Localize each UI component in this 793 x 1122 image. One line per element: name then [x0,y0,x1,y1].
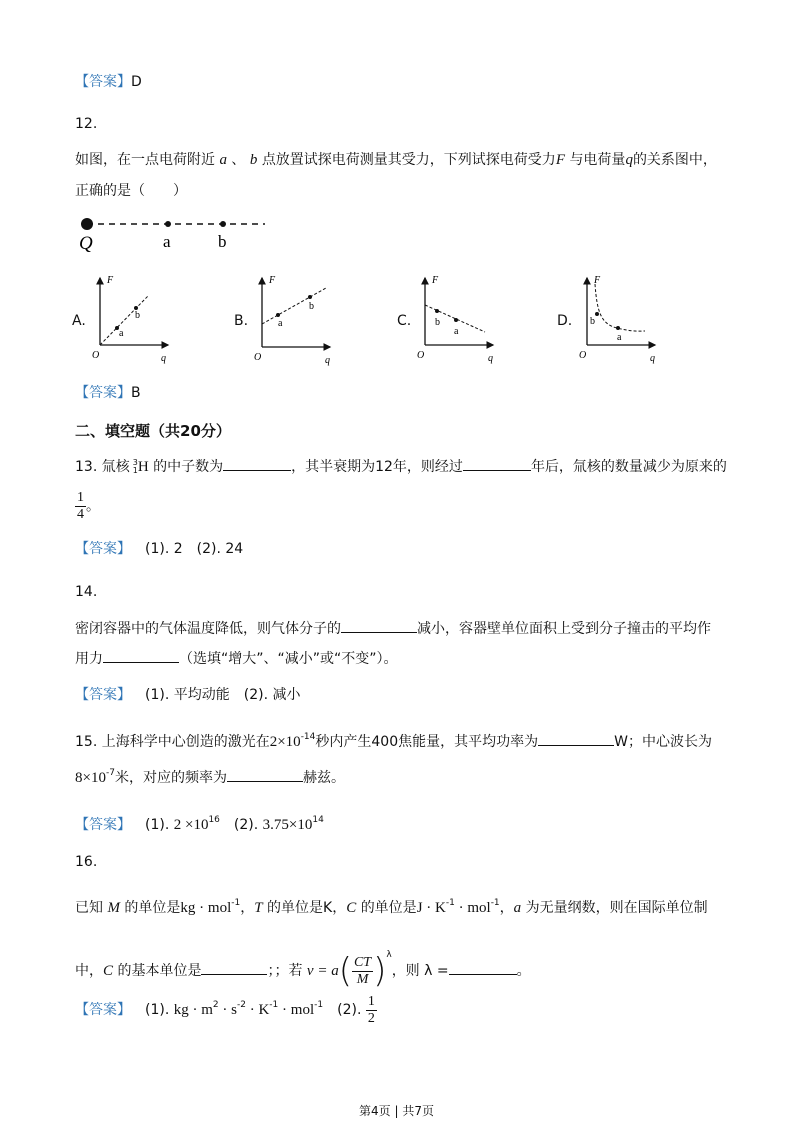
label-a: a [163,232,171,251]
denominator: 2 [367,1010,375,1026]
q16-text [75,893,708,918]
unit: · s [218,1002,237,1018]
time-value: 2×10 [269,734,301,750]
q14-number: 14. [75,584,98,600]
denominator: M [356,971,369,987]
page-footer: 第4页 | 共7页 [359,1104,434,1118]
point-a: a [454,326,459,337]
q12-text [75,150,717,170]
formula-fraction [352,955,373,988]
text: 的单位是 [124,900,181,916]
q11-answer [75,72,142,92]
point-a: a [119,328,124,339]
blank-1[interactable] [201,960,267,975]
text: 与电荷量 [569,152,626,168]
answer-1-label: (1). [145,1002,170,1018]
exponent: -1 [445,898,455,908]
option-b-graph [250,272,350,367]
blank-1[interactable] [223,456,291,471]
q12-answer [75,383,141,403]
wavelength-value: 8×10 [75,770,106,786]
exponent: 2 [212,1000,219,1010]
unit: · mol [454,900,491,916]
text: 已知 [75,900,103,916]
var-a: a [219,152,227,168]
blank-2[interactable] [103,648,179,663]
var-q: q [625,152,633,168]
unit: · K [245,1002,270,1018]
unit: kg · m [173,1002,213,1018]
q16-number: 16. [75,854,98,870]
point-b: b [135,310,140,321]
q13-fraction [75,490,100,523]
q12-number: 12. [75,116,98,132]
axis-q: q [650,353,655,364]
paren: ) [373,951,387,991]
q16-text-line2: 中，C 的基本单位是 ；；若 v = a( $\frac{CT}{M}$ )$^\lambda$，则 λ = 。 [75,950,531,991]
answer-label: 【答案】 [75,817,131,833]
axis-F: F [107,275,114,286]
text: 为无量纲数，则在国际单位制 [525,900,708,916]
paren: ( [338,951,352,991]
label-Q: Q [79,233,93,254]
blank-2[interactable] [449,960,517,975]
answer-label: 【答案】 [75,541,131,557]
exponent-lambda: λ [386,950,392,960]
text: 密闭容器中的气体温度降低，则气体分子的 [75,621,341,637]
var-T: T [254,900,263,916]
text: ， [499,900,514,916]
exponent: -2 [236,1000,246,1010]
q13-answer [75,539,243,559]
numerator: 1 [77,490,84,505]
formula-lhs: v = a [306,963,339,979]
text: 如图，在一点电荷附近 [75,152,215,168]
text: 点放置试探电荷测量其受力，下列试探电荷受力 [261,152,556,168]
answer-2: (2). 24 [196,541,244,557]
exponent: 16 [208,815,220,825]
axis-q: q [488,353,493,364]
option-d-label: D. [557,313,573,329]
var-b: b [249,152,258,168]
q15-answer [75,810,324,835]
q14-answer [75,685,300,705]
text: 15. 上海科学中心创造的激光在 [75,734,270,750]
axis-q: q [325,355,330,366]
text: 赫兹。 [302,770,345,786]
point-b-dot [220,221,226,227]
fraction-one-quarter [75,490,86,523]
var-C: C [346,900,357,916]
exponent: -1 [490,898,500,908]
option-c-label: C. [397,313,412,329]
charge-Q-dot [81,218,93,230]
var-a: a [513,900,522,916]
answer-2-label: (2). [337,1002,362,1018]
exponent: -7 [105,768,115,778]
blank-2[interactable] [227,767,303,782]
axis-F: F [269,275,276,286]
answer-value: B [131,385,141,401]
exponent: -14 [300,732,316,742]
answer-1: (1). 2 [145,541,183,557]
blank-2[interactable] [463,456,531,471]
q16-answer [75,990,377,1027]
text: 米，对应的频率为 [114,770,227,786]
answer-2-label: (2). [233,817,259,833]
unit: kg · mol [180,900,232,916]
q13-text [75,456,727,477]
origin-O: O [254,352,262,363]
answer-2: (2). 减小 [243,687,301,703]
text: 年后，氚核的数量减少为原来的 [530,459,727,475]
section-title: 二、填空题（共20分） [75,422,231,440]
text: 。 [86,498,100,515]
label-b: b [218,232,227,251]
answer-2: 3.75×10 [262,817,313,833]
text: ，则 λ = [391,963,449,979]
origin-O: O [417,350,425,361]
answer-label: 【答案】 [75,1002,131,1018]
q14-text-line2 [75,648,398,669]
answer-label: 【答案】 [75,687,131,703]
q15-text [75,727,712,752]
option-a-label: A. [72,313,86,329]
text: 的单位是K， [267,900,347,916]
exponent: 14 [312,815,324,825]
blank-1[interactable] [538,731,614,746]
text: 的中子数为 [153,459,224,475]
text: 13. 氚核 [75,459,130,475]
unit: J · K [416,900,446,916]
axis-F: F [594,275,601,286]
q14-text [75,618,711,639]
option-b-label: B. [234,313,249,329]
var-C: C [103,963,114,979]
nuclide-symbol: H [137,459,149,475]
text: 、 [231,152,246,168]
exponent: -1 [314,1000,324,1010]
blank-1[interactable] [341,618,417,633]
point-a-dot [165,221,171,227]
point-b: b [590,316,595,327]
answer-1: (1). 平均动能 [145,687,230,703]
var-F: F [555,152,565,168]
point-a: a [278,318,283,329]
text: 的关系图中， [632,152,717,168]
option-a-graph [88,272,188,367]
numerator: CT [353,954,372,970]
text: ；若 [274,963,303,979]
origin-O: O [579,350,587,361]
exponent: -1 [269,1000,279,1010]
text: ， [240,900,255,916]
axis-q: q [161,353,166,364]
point-b: b [435,317,440,328]
text: 中， [75,963,103,979]
text: 。 [516,963,531,979]
denominator: 4 [77,507,84,522]
origin-O: O [92,350,100,361]
text: W；中心波长为 [614,734,712,750]
text: ，其半衰期为12年，则经过 [291,459,463,475]
unit: · mol [278,1002,315,1018]
var-M: M [107,900,120,916]
text: 秒内产生400焦能量，其平均功率为 [315,734,539,750]
axis-F: F [432,275,439,286]
text: 用力 [75,651,103,667]
point-b: b [309,301,314,312]
option-d-graph [575,272,675,367]
answer-label: 【答案】 [75,385,131,401]
q12-text-line2: 正确的是（ ） [75,183,187,199]
answer-1-label: (1). [145,817,170,833]
mass-number: 3 [132,458,138,467]
q15-text-line2 [75,763,345,788]
answer-2-fraction [366,994,377,1027]
answer-value: D [131,74,142,90]
charge-diagram [70,212,280,257]
text: 的基本单位是 [117,963,202,979]
point-a: a [617,332,622,343]
numerator: 1 [367,993,375,1009]
text: 的单位是 [360,900,417,916]
text: 减小，容器壁单位面积上受到分子撞击的平均作 [417,621,711,637]
charge-number: 1 [132,466,138,475]
option-c-graph [413,272,513,367]
exponent: -1 [231,898,241,908]
text: （选填“增大”、“减小”或“不变”）。 [179,651,398,667]
answer-label: 【答案】 [75,74,131,90]
answer-1: 2 ×10 [173,817,209,833]
